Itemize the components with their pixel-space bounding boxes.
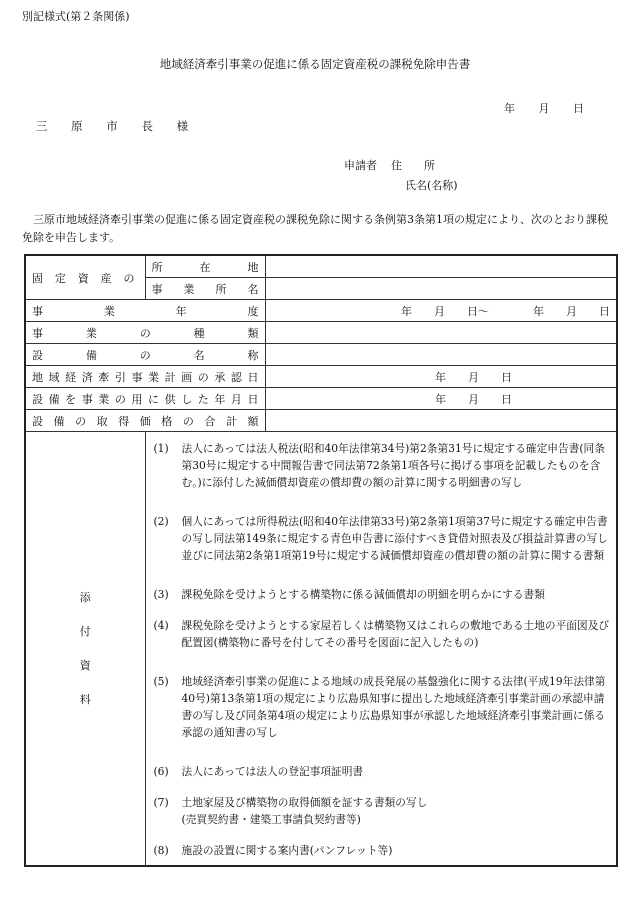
equipment-name-field[interactable] — [265, 344, 617, 366]
applicant-address-line — [344, 157, 435, 173]
item-text: 課税免除を受けようとする家屋若しくは構築物又はこれらの敷地である土地の平面図及び配置図(構築物に番号を付してその番号を図面に記入したもの) — [181, 619, 610, 649]
item-text: 施設の設置に関する案内書(パンフレット等) — [181, 844, 393, 857]
applicant-name-label: 氏名(名称) — [405, 179, 458, 192]
item-number — [154, 811, 182, 828]
asset-label: 固定資産の — [25, 255, 145, 300]
item-number: (1) — [153, 442, 169, 455]
list-item — [154, 763, 611, 780]
item-text: 法人にあっては法人の登記事項証明書 — [181, 765, 364, 778]
item-text: 法人にあっては法人税法(昭和40年法律第34号)第2条第31号に規定する確定申告書(同条第30号に規定する中間報告書で同法第72条第1項各号に掲げる事項を記載したものを含む。)に添付した減価償却資産の償却費の額の計算に関する明細書の写し — [181, 442, 605, 489]
table-row — [25, 410, 617, 432]
declaration-text: 三原市地域経済牽引事業の促進に係る固定資産税の課税免除に関する条例第3条第1項の規定により、次のとおり課税免除を申告します。 — [22, 213, 608, 244]
fiscal-year-field[interactable]: 年 月 日～ 年 月 日 — [265, 300, 617, 322]
list-item — [154, 586, 611, 603]
business-type-field[interactable] — [265, 322, 617, 344]
office-label: 事業所名 — [145, 278, 265, 300]
attachments-list — [145, 432, 617, 867]
declaration-form-table — [24, 254, 618, 867]
applicant-label: 申請者 — [344, 159, 377, 172]
item-number: (2) — [153, 515, 169, 528]
item-text: 土地家屋及び構築物の取得価額を証する書類の写し — [181, 796, 428, 809]
list-item — [154, 842, 611, 859]
attachments-label-char: 添 — [79, 590, 91, 604]
form-number-note: 別記様式(第２条関係) — [22, 10, 130, 23]
attachments-row — [25, 432, 617, 867]
item-text: 地域経済牽引事業の促進による地域の成長発展の基盤強化に関する法律(平成19年法律第40号)第13条第1項の規定により広島県知事に提出した地域経済牽引事業計画の承認申請書の写し及び同条第4項の規定により広島県知事が承認した地域経済牽引事業計画に係る承認の通知書の写し — [181, 675, 606, 739]
list-item — [154, 440, 611, 491]
office-field[interactable] — [265, 278, 617, 300]
approval-date-field[interactable]: 年 月 日 — [265, 366, 617, 388]
table-row — [25, 322, 617, 344]
item-number: (6) — [153, 765, 169, 778]
location-field[interactable] — [265, 255, 617, 278]
use-date-label: 設備を事業の用に供した年月日 — [25, 388, 265, 410]
attachments-label — [25, 432, 145, 867]
table-row — [25, 300, 617, 322]
item-text: 課税免除を受けようとする構築物に係る減価償却の明細を明らかにする書類 — [181, 588, 545, 601]
item-number: (8) — [153, 844, 169, 857]
address-label: 住 所 — [391, 159, 435, 172]
item-number: (5) — [153, 675, 169, 688]
list-item — [154, 617, 611, 651]
equipment-name-label: 設備の名称 — [25, 344, 265, 366]
table-row — [25, 255, 617, 278]
use-date-field[interactable]: 年 月 日 — [265, 388, 617, 410]
list-item — [154, 513, 611, 564]
approval-date-label: 地域経済牽引事業計画の承認日 — [25, 366, 265, 388]
list-item — [154, 673, 611, 741]
submission-date: 年 月 日 — [504, 102, 584, 115]
attachments-label-char: 付 — [79, 624, 91, 638]
item-number: (7) — [153, 796, 169, 809]
item-number: (4) — [153, 619, 169, 632]
document-title: 地域経済牽引事業の促進に係る固定資産税の課税免除申告書 — [159, 57, 471, 71]
attachments-label-char: 資 — [79, 658, 91, 672]
table-row — [25, 366, 617, 388]
attachments-label-char: 料 — [79, 692, 91, 706]
list-item — [154, 794, 611, 811]
location-label: 所在地 — [145, 255, 265, 278]
item-text: (売買契約書・建築工事請負契約書等) — [181, 813, 361, 826]
fiscal-year-label: 事業年度 — [25, 300, 265, 322]
item-text: 個人にあっては所得税法(昭和40年法律第33号)第2条第1項第37号に規定する確定申告書の写し同法第149条に規定する青色申告書に添付すべき貸借対照表及び損益計算書の写し並びに同法第2条第1項第19号に規定する減価償却資産の償却費の額の計算に関する書類 — [181, 515, 608, 562]
list-item — [154, 811, 611, 828]
addressee: 三 原 市 長 様 — [36, 119, 199, 133]
acquisition-total-label: 設備の取得価格の合計額 — [25, 410, 265, 432]
table-row — [25, 388, 617, 410]
business-type-label: 事業の種類 — [25, 322, 265, 344]
table-row — [25, 344, 617, 366]
item-number: (3) — [153, 588, 169, 601]
acquisition-total-field[interactable] — [265, 410, 617, 432]
